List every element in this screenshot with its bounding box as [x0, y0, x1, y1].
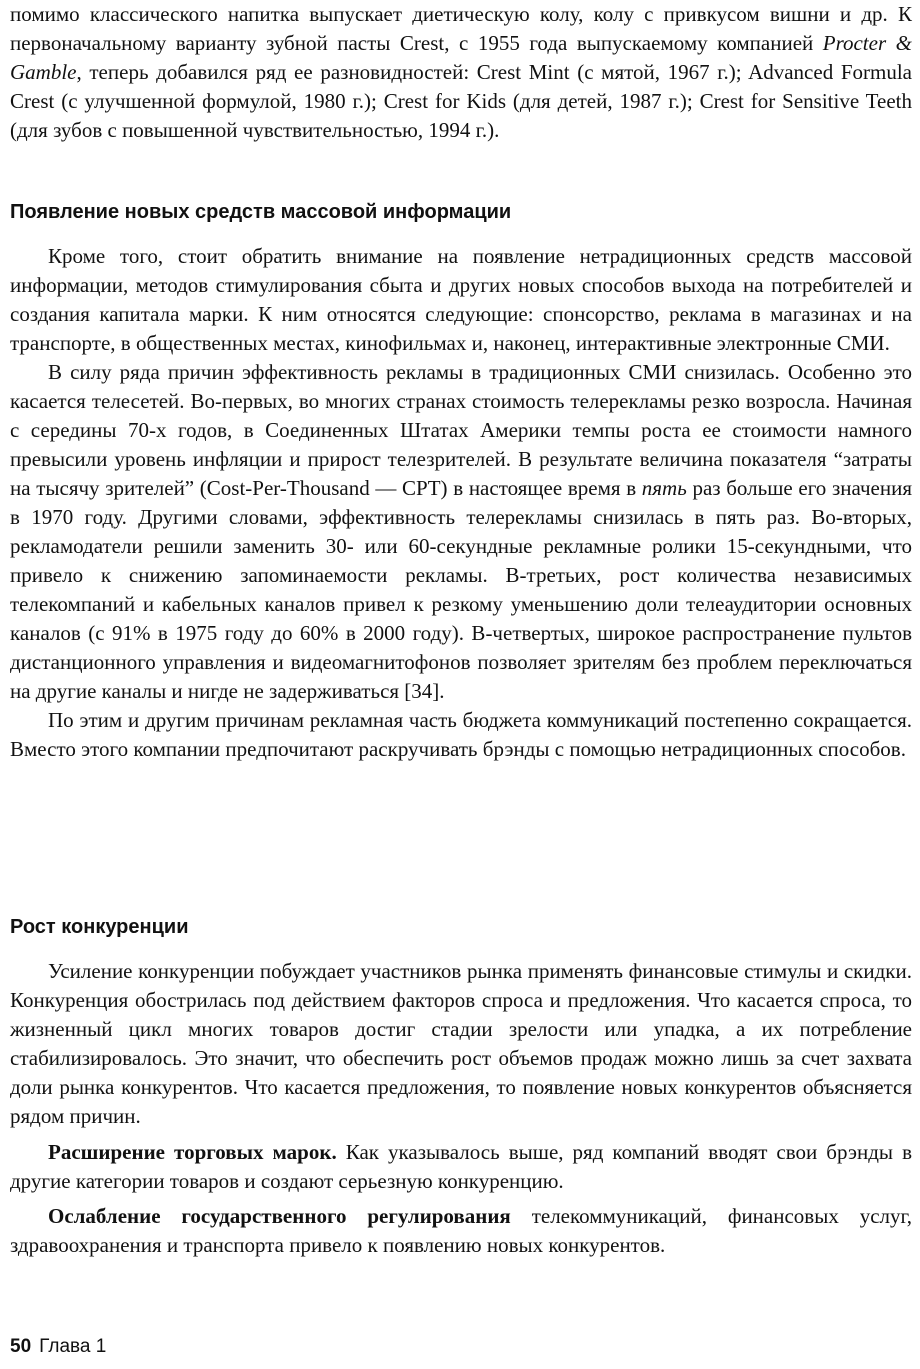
paragraph: Усиление конкуренции побуждает участников рынка применять финансовые стимулы и скидки. Конкуренция обострилась под действием факторов спроса и предложения. Что касается спроса, то жизненный цикл многих товаров достиг стадии зрелости или упадка, а их потребление стабилизировалось. Это значит, что обеспечить рост объемов продаж можно лишь за счет захвата доли рынка конкурентов. Что касается предложения, то появление новых конкурентов объясняется рядом причин. — [10, 959, 912, 1128]
top-paragraph — [10, 0, 912, 145]
section-heading-competition: Рост конкуренции — [10, 916, 189, 938]
paragraph: По этим и другим причинам рекламная часть бюджета коммуникаций постепенно сокращается. Вместо этого компании предпочитают раскручивать брэнды с помощью нетрадиционных способов. — [10, 708, 912, 761]
section-body-competition — [10, 957, 912, 1131]
text-span: помимо классического напитка выпускает диетическую колу, колу с привкусом вишни и др. К первоначальному варианту зубной пасты Crest, с 1955 года выпускаемому компанией — [10, 2, 912, 55]
paragraph: Кроме того, стоит обратить внимание на появление нетрадиционных средств массовой информации, методов стимулирования сбыта и других новых способов выхода на потребителей и создания капитала марки. К ним относятся следующие: спонсорство, реклама в магазинах и на транспорте, в общественных местах, кинофильмах и, наконец, интерактивные электронные СМИ. — [10, 244, 912, 355]
paragraph — [10, 0, 912, 145]
text-span: раз больше его значения в 1970 году. Другими словами, эффективность телерекламы снизилась в пять раз. Во-вторых, рекламодатели решили заменить 30- или 60-секундные рекламные ролики 15-секундными, что привело к снижению запоминаемости рекламы. В-третьих, рост количества независимых телекомпаний и кабельных каналов привел к резкому уменьшению доли телеаудитории основных каналов (с 91% в 1975 году до 60% в 2000 году). В-четвертых, широкое распространение пультов дистанционного управления и видеомагнитофонов позволяет зрителям без проблем переключаться на другие каналы и нигде не задерживаться [34]. — [10, 476, 912, 703]
run-in-heading: Ослабление государственного регулирования — [48, 1204, 511, 1228]
text-span: Как указывалось выше, ряд компаний вводят свои брэнды в другие категории товаров и создают серьезную конкуренцию. — [10, 1140, 912, 1193]
paragraph — [10, 1138, 912, 1196]
chapter-label: Глава 1 — [39, 1336, 107, 1357]
page-number: 50 — [10, 1336, 32, 1357]
text-span: В силу ряда причин эффективность рекламы в традиционных СМИ снизилась. Особенно это касается телесетей. Во-первых, во многих странах стоимость телерекламы резко возросла. Начиная с середины 70-х годов, в Соединенных Штатах Америки темпы роста ее стоимости намного превысили уровень инфляции и прирост телезрителей. В результате величина показателя “затраты на тысячу зрителей” (Cost-Per-Thousand — CPT) в настоящее время в — [10, 360, 912, 500]
run-in-heading: Расширение торговых марок. — [48, 1140, 337, 1164]
paragraph — [10, 1202, 912, 1260]
emphasis: пять — [641, 476, 687, 500]
text-span: телекоммуникаций, финансовых услуг, здравоохранения и транспорта привело к появлению новых конкурентов. — [10, 1204, 912, 1257]
section-body-media — [10, 242, 912, 764]
company-name: Procter & Gamble — [10, 31, 912, 84]
page-footer — [10, 1335, 106, 1359]
text-span: , теперь добавился ряд ее разновидностей: Crest Mint (с мятой, 1967 г.); Advanced Formula Crest (с улучшенной формулой, 1980 г.); Crest for Kids (для детей, 1987 г.); Crest for Sensitive Teeth (для зубов с повышенной чувствительностью, 1994 г.). — [10, 60, 912, 142]
paragraph — [10, 358, 912, 706]
section-heading-media: Появление новых средств массовой информации — [10, 201, 512, 223]
section-body-competition-reasons — [10, 1138, 912, 1260]
